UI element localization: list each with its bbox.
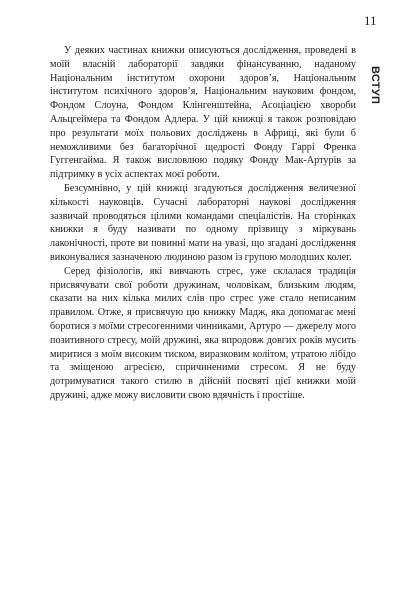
body-text xyxy=(50,44,356,403)
running-head: ВСТУП xyxy=(369,66,381,105)
paragraph-researchers: Безсумнівно, у цій книжці згадуються дослідження величезної кількості науковців. Сучасні лабораторні наукові дослідження зазвичай проводяться цілими командами спеціалістів. На сторінках книжки я буду називати по одному прізвищу з міркувань лаконічності, проте ви повинні мати на увазі, що згадані дослідження виконувалися зазначеною людиною разом із групою молодших колег. xyxy=(50,182,356,263)
paragraph-dedication: Серед фізіологів, які вивчають стрес, уже склалася традиція присвячувати свої роботи дружинам, чоловікам, близьким людям, сказати на них кілька милих слів про стрес уже стало неписаним правилом. Отже, я присвячую цю книжку Мадж, яка допомагає мені боротися з моїми стресогенними чинниками, Артуро — джерелу мого позитивного стресу, моїй дружині, яка впродовж довгих років мусить миритися з моїм високим тиском, виразковим колітом, утратою лібідо та зміщеною агресією, спричиненими стресом. Я не буду дотримуватися такого стилю в дійсній посвяті цієї книжки моїй дружині, адже можу висловити свою вдячність і простіше. xyxy=(50,265,356,401)
page-number: 11 xyxy=(364,13,377,28)
paragraph-funding: У деяких частинах книжки описуються дослідження, проведені в моїй власній лабораторії завдяки фінансуванню, наданому Національним інститутом охорони здоров’я, Національним інститутом психічного здоров’я, Національним науковим фондом, Фондом Слоуна, Фондом Клінгенштейна, Асоціацією хвороби Альцгеймера та Фондом Адлера. У цій книжці я також розповідаю про результати моїх польових досліджень в Африці, які були б неможливими без багаторічної щедрості Фонду Гаррі Френка Гуггенгайма. Я також висловлюю подяку Фонду Мак-Артурів за підтримку в усіх аспектах моєї роботи. xyxy=(50,45,356,181)
